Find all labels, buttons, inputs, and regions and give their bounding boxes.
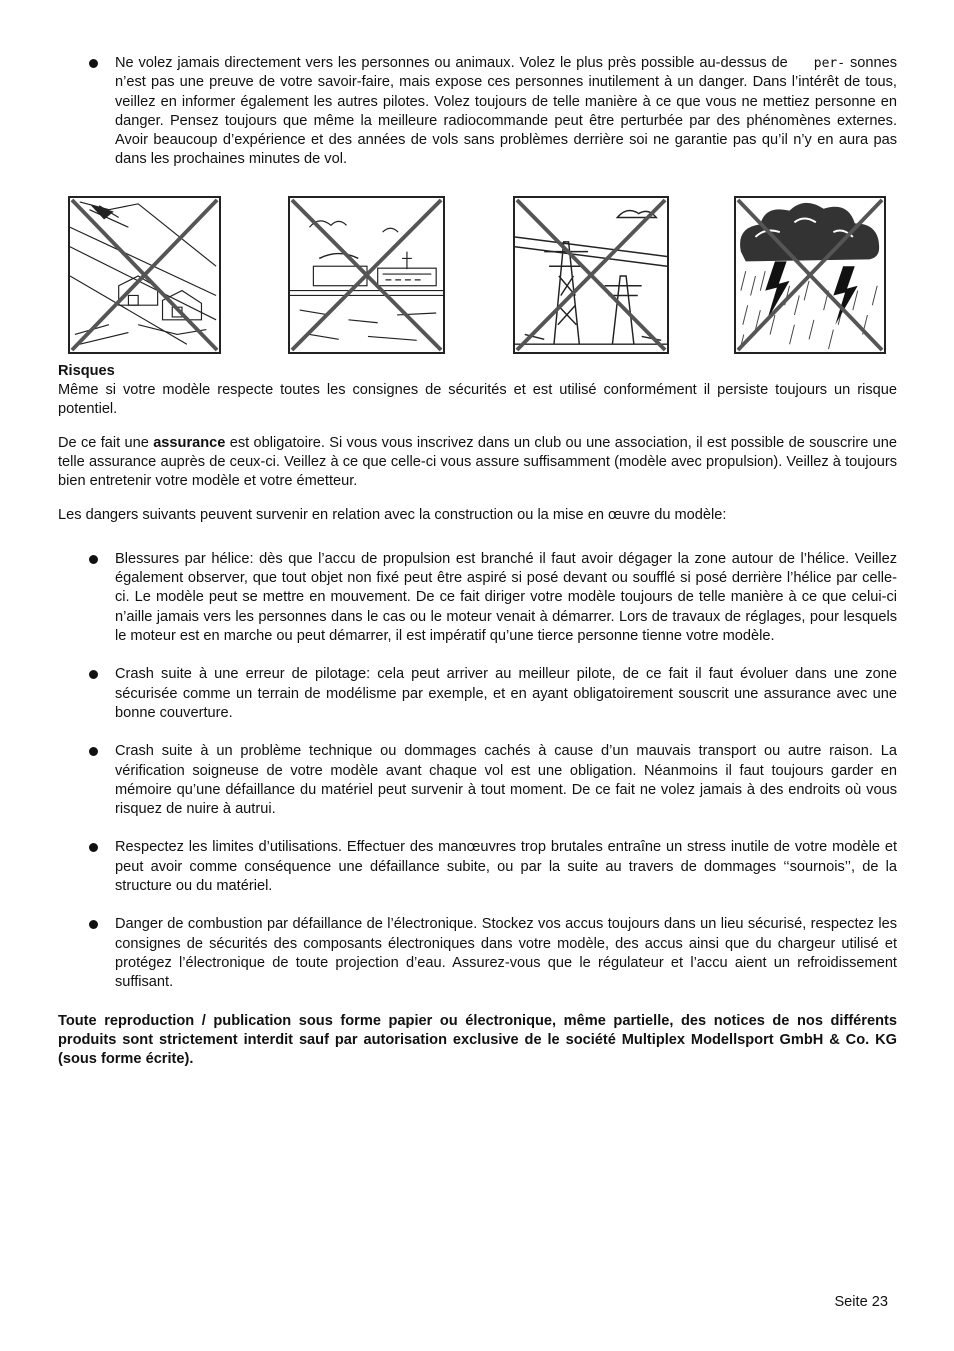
intro-bullet <box>58 54 897 170</box>
bullet-dot-icon <box>89 555 98 564</box>
danger-item-combustion: Danger de combustion par défaillance de l’électronique. Stockez vos accus toujours dans un lieu sécurisé, respectez les consignes de sécurités des composants électroniques dans votre modèle, des accus ainsi que du chargeur utilisé et protégez l’électronique de toute projection d’eau. Assurez-vous que le régulateur et l’accu aient un refroidissement suffisant. <box>58 915 897 992</box>
section-heading-risques: Risques <box>58 362 115 379</box>
danger-item-pilot-error: Crash suite à une erreur de pilotage: cela peut arriver au meilleur pilote, de ce fait il faut évoluer dans une zone sécurisée comme un terrain de modélisme par exemple, et en ayant obligatoirement souscrit une assurance avec une bonne couverture. <box>58 665 897 723</box>
document-page <box>58 54 897 1069</box>
no-fly-near-railway-icon <box>288 196 445 354</box>
no-fly-over-houses-icon <box>68 196 221 354</box>
intro-text-a: Ne volez jamais directement vers les personnes ou animaux. Volez le plus près possible au-dessus de <box>115 55 788 71</box>
danger-item-technical-problem: Crash suite à un problème technique ou dommages cachés à cause d’un mauvais transport ou autre raison. La vérification soigneuse de votre modèle avant chaque vol est une obligation. Néanmoins il faut toujours garder en mémoire qu’une défaillance du matériel peut survenir à tout moment. De ce fait ne volez jamais à des endroits où vous risquez de nuire à autrui. <box>58 742 897 819</box>
no-fly-near-power-lines-icon <box>513 196 669 354</box>
danger-item-usage-limits: Respectez les limites d’utilisations. Effectuer des manœuvres trop brutales entraîne un stress inutile de votre modèle et peut avoir comme conséquence une défaillance subite, ou par la suite au travers de dommages ‘‘sournois’’, de la structure ou du matériel. <box>58 838 897 896</box>
intro-text-b: sonnes n’est pas une preuve de votre savoir-faire, mais expose ces personnes inutilement à un danger. Dans l’intérêt de tous, veillez en informer également les autres pilotes. Volez toujours de telle manière à ce que vous ne mettiez personne en danger. Pensez toujours que même la meilleure radiocommande peut être perturbée par des phénomènes externes. Avoir beaucoup d’expérience et des années de vols sans problèmes derrière soi ne garantie pas qu’il n’y en aura pas dans les prochaines minutes de vol. <box>115 55 897 168</box>
bullet-dot-icon <box>89 59 98 68</box>
danger-item-propeller: Blessures par hélice: dès que l’accu de propulsion est branché il faut avoir dégager la zone autour de l’hélice. Veillez également observer, que tout objet non fixé peut être aspiré si posé devant ou soufflé si posé derrière l’hélice par celle-ci. Le modèle peut se mettre en mouvement. De ce fait diriger votre modèle toujours de telle manière à ce que celui-ci n’aille jamais vers les personnes dans le cas ou le moteur venait à démarrer. Lors de travaux de réglages, pour lesquels le moteur est en marche ou peut démarrer, il est impératif qu’une tierce personne tienne votre modèle. <box>58 550 897 646</box>
bullet-dot-icon <box>89 747 98 756</box>
intro-text-mono: per- <box>813 56 846 71</box>
bullet-dot-icon <box>89 920 98 929</box>
page-number: Seite 23 <box>834 1294 888 1310</box>
no-fly-in-thunderstorm-icon <box>734 196 886 354</box>
bullet-dot-icon <box>89 843 98 852</box>
copyright-notice: Toute reproduction / publication sous forme papier ou électronique, même partielle, des notices de nos différents produits sont strictement interdit sauf par autorisation exclusive de le société Multiplex Modellsport GmbH & Co. KG (sous forme écrite). <box>58 1012 897 1068</box>
bullet-dot-icon <box>89 670 98 679</box>
pictogram-row <box>58 196 897 362</box>
assurance-term: assurance <box>153 434 226 451</box>
risques-paragraph-2: De ce fait une assurance est obligatoire. Si vous vous inscrivez dans un club ou une association, il est possible de souscrire une telle assurance auprès de ceux-ci. Veillez à ce que celle-ci vous assure suffisamment (modèle avec propulsion). Veillez à toujours bien entretenir votre modèle et votre émetteur. <box>58 434 897 490</box>
risques-paragraph-3: Les dangers suivants peuvent survenir en relation avec la construction ou la mise en œuvre du modèle: <box>58 506 727 523</box>
risques-paragraph-1: Même si votre modèle respecte toutes les consignes de sécurités et est utilisé conformément il persiste toujours un risque potentiel. <box>58 382 897 418</box>
